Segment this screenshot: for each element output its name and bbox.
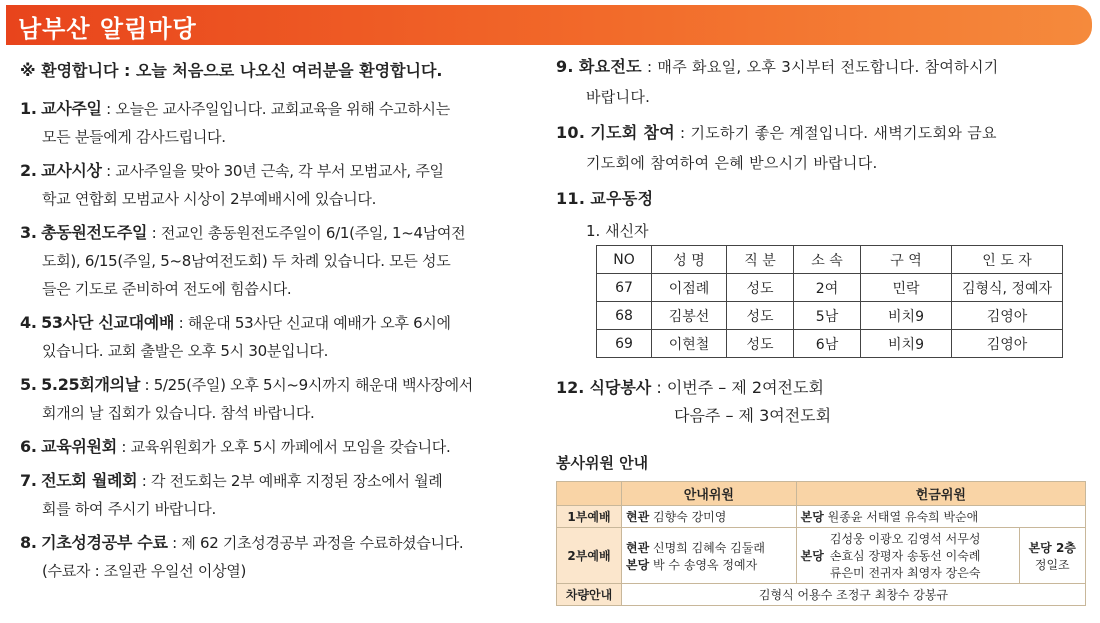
service2-offering-extra bbox=[1019, 528, 1086, 584]
notice-text-continued: 모든 분들에게 감사드립니다. bbox=[42, 128, 226, 146]
notice-text-continued: 들은 기도로 준비하여 전도에 힘씁시다. bbox=[42, 280, 292, 298]
service1-offering-place: 본당 bbox=[800, 510, 824, 524]
table-cell: 2여 bbox=[794, 274, 861, 302]
table-cell: 69 bbox=[597, 330, 652, 358]
notice-text: : 전교인 총동원전도주일이 6/1(주일, 1~4남여전 bbox=[147, 224, 466, 242]
left-column bbox=[20, 58, 540, 591]
service1-guides bbox=[622, 506, 797, 528]
right-column bbox=[556, 52, 1086, 606]
table-cell: 6남 bbox=[794, 330, 861, 358]
notice-title: 교사시상 bbox=[41, 161, 102, 180]
volunteers-table bbox=[556, 481, 1086, 606]
notice-title: 5.25회개의날 bbox=[41, 375, 140, 394]
vehicle-names: 김형식 어용수 조정구 최창수 강봉규 bbox=[622, 584, 1086, 606]
table-row bbox=[597, 330, 1063, 358]
service2-offering-place2: 본당 2층 bbox=[1028, 540, 1076, 555]
service2-guide-place1: 현관 bbox=[626, 540, 650, 555]
table-cell: 5남 bbox=[794, 302, 861, 330]
table-cell: 비치9 bbox=[861, 330, 952, 358]
notice-number: 8. bbox=[20, 533, 37, 552]
table-cell: 67 bbox=[597, 274, 652, 302]
service1-offering-names: 원종윤 서태열 유숙희 박순애 bbox=[823, 510, 979, 524]
service2-offering bbox=[796, 528, 1019, 584]
notice-text-continued: 있습니다. 교회 출발은 오후 5시 30분입니다. bbox=[42, 342, 329, 360]
notice-text: : 5/25(주일) 오후 5시~9시까지 해운대 백사장에서 bbox=[140, 376, 473, 394]
notice-item bbox=[20, 467, 540, 523]
service2-guide-place2: 본당 bbox=[626, 557, 650, 572]
service1-label: 1부예배 bbox=[557, 506, 622, 528]
service1-offering bbox=[796, 506, 1085, 528]
welcome-notice: ※ 환영합니다 : 오늘 처음으로 나오신 여러분을 환영합니다. bbox=[20, 61, 443, 80]
service2-guides bbox=[622, 528, 797, 584]
service2-offering-line1: 김성웅 이광오 김영석 서무성 bbox=[829, 532, 981, 546]
notice-title: 53사단 신교대예배 bbox=[41, 313, 175, 332]
news-subtitle: 1. 새신자 bbox=[586, 222, 649, 240]
notice-item bbox=[20, 529, 540, 585]
notice-text-continued: 바랍니다. bbox=[586, 88, 651, 106]
table-cell: 68 bbox=[597, 302, 652, 330]
column-header: 인 도 자 bbox=[952, 246, 1063, 274]
guide-header: 안내위원 bbox=[622, 482, 797, 506]
banner-title: 남부산 알림마당 bbox=[18, 15, 197, 43]
column-header: 구 역 bbox=[861, 246, 952, 274]
column-header: NO bbox=[597, 246, 652, 274]
news-title: 교우동정 bbox=[590, 189, 654, 208]
notice-number: 7. bbox=[20, 471, 37, 490]
volunteers-title: 봉사위원 안내 bbox=[556, 454, 649, 472]
notice-number: 2. bbox=[20, 161, 37, 180]
notice-title: 기초성경공부 수료 bbox=[41, 533, 168, 552]
notice-text-continued: 회개의 날 집회가 있습니다. 참석 바랍니다. bbox=[42, 404, 315, 422]
notice-text: : 제 62 기초성경공부 과정을 수료하셨습니다. bbox=[167, 534, 464, 552]
table-cell: 김영아 bbox=[952, 302, 1063, 330]
notice-text-continued: 학교 연합회 모범교사 시상이 2부예배시에 있습니다. bbox=[42, 190, 377, 208]
table-body bbox=[597, 274, 1063, 358]
service2-offering-names bbox=[830, 530, 981, 581]
meal-service bbox=[556, 374, 1086, 430]
service2-offering-extra-name: 정일조 bbox=[1034, 557, 1070, 572]
notice-text: : 교육위원회가 오후 5시 까페에서 모임을 갖습니다. bbox=[116, 438, 451, 456]
volunteers-corner bbox=[557, 482, 622, 506]
left-notice-list bbox=[20, 95, 540, 585]
service1-guide-names: 김향숙 강미영 bbox=[649, 510, 727, 524]
notice-title: 기도회 참여 bbox=[590, 123, 675, 142]
notice-number: 4. bbox=[20, 313, 37, 332]
notice-item bbox=[556, 118, 1086, 178]
service2-offering-place: 본당 bbox=[800, 549, 824, 563]
table-row bbox=[597, 274, 1063, 302]
service1-guide-place: 현관 bbox=[626, 510, 650, 524]
new-members-table bbox=[596, 245, 1063, 358]
notice-text: : 해운대 53사단 신교대 예배가 오후 6시에 bbox=[174, 314, 451, 332]
notice-number: 1. bbox=[20, 99, 37, 118]
news-number: 11. bbox=[556, 189, 586, 208]
right-notice-list bbox=[556, 52, 1086, 178]
notice-text-continued: 도회), 6/15(주일, 5~8남여전도회) 두 차례 있습니다. 모든 성도 bbox=[42, 252, 451, 270]
service2-offering-line2: 손효심 장평자 송동선 이숙례 bbox=[829, 549, 981, 563]
notice-item bbox=[556, 52, 1086, 112]
notice-title: 화요전도 bbox=[578, 57, 642, 76]
notice-item bbox=[20, 371, 540, 427]
notice-item bbox=[20, 219, 540, 303]
table-cell: 김봉선 bbox=[652, 302, 727, 330]
notice-text-continued: 회를 하여 주시기 바랍니다. bbox=[42, 500, 216, 518]
header-banner bbox=[6, 5, 1092, 45]
notice-number: 10. bbox=[556, 123, 586, 142]
service2-label: 2부예배 bbox=[557, 528, 622, 584]
notice-number: 6. bbox=[20, 437, 37, 456]
service2-guide-names2: 박 수 송영옥 정예자 bbox=[649, 557, 758, 572]
table-cell: 민락 bbox=[861, 274, 952, 302]
meal-number: 12. bbox=[556, 378, 585, 397]
notice-title: 전도회 월례회 bbox=[41, 471, 138, 490]
notice-text: : 각 전도회는 2부 예배후 지정된 장소에서 월례 bbox=[137, 472, 443, 490]
table-row bbox=[597, 302, 1063, 330]
notice-text: : 매주 화요일, 오후 3시부터 전도합니다. 참여하시기 bbox=[641, 58, 999, 76]
meal-title: 식당봉사 bbox=[589, 378, 652, 397]
table-cell: 김영아 bbox=[952, 330, 1063, 358]
meal-next-week: 다음주 – 제 3여전도회 bbox=[674, 406, 832, 425]
service2-guide-names1: 신명희 김혜숙 김둘래 bbox=[649, 540, 765, 555]
table-cell: 성도 bbox=[727, 302, 794, 330]
notice-text: : 교사주일을 맞아 30년 근속, 각 부서 모범교사, 주일 bbox=[101, 162, 444, 180]
meal-this-week: : 이번주 – 제 2여전도회 bbox=[651, 378, 824, 397]
notice-number: 9. bbox=[556, 57, 574, 76]
table-cell: 이점례 bbox=[652, 274, 727, 302]
table-header-row bbox=[597, 246, 1063, 274]
notice-number: 3. bbox=[20, 223, 37, 242]
notice-item bbox=[20, 433, 540, 461]
column-header: 소 속 bbox=[794, 246, 861, 274]
notice-text: : 오늘은 교사주일입니다. 교회교육을 위해 수고하시는 bbox=[101, 100, 450, 118]
table-cell: 성도 bbox=[727, 274, 794, 302]
notice-title: 교사주일 bbox=[41, 99, 102, 118]
column-header: 성 명 bbox=[652, 246, 727, 274]
vehicle-label: 차량안내 bbox=[557, 584, 622, 606]
news-section bbox=[556, 184, 1086, 214]
column-header: 직 분 bbox=[727, 246, 794, 274]
notice-item bbox=[20, 157, 540, 213]
table-cell: 성도 bbox=[727, 330, 794, 358]
notice-text-continued: 기도회에 참여하여 은혜 받으시기 바랍니다. bbox=[586, 154, 878, 172]
table-cell: 김형식, 정예자 bbox=[952, 274, 1063, 302]
notice-number: 5. bbox=[20, 375, 37, 394]
notice-item bbox=[20, 95, 540, 151]
notice-title: 총동원전도주일 bbox=[41, 223, 148, 242]
notice-text-continued: (수료자 : 조일관 우일선 이상열) bbox=[42, 562, 247, 580]
notice-title: 교육위원회 bbox=[41, 437, 117, 456]
notice-item bbox=[20, 309, 540, 365]
table-cell: 이현철 bbox=[652, 330, 727, 358]
table-cell: 비치9 bbox=[861, 302, 952, 330]
service2-offering-line3: 류은미 전귀자 최영자 장은숙 bbox=[829, 566, 981, 580]
offering-header: 헌금위원 bbox=[796, 482, 1085, 506]
notice-text: : 기도하기 좋은 계절입니다. 새벽기도회와 금요 bbox=[674, 124, 997, 142]
